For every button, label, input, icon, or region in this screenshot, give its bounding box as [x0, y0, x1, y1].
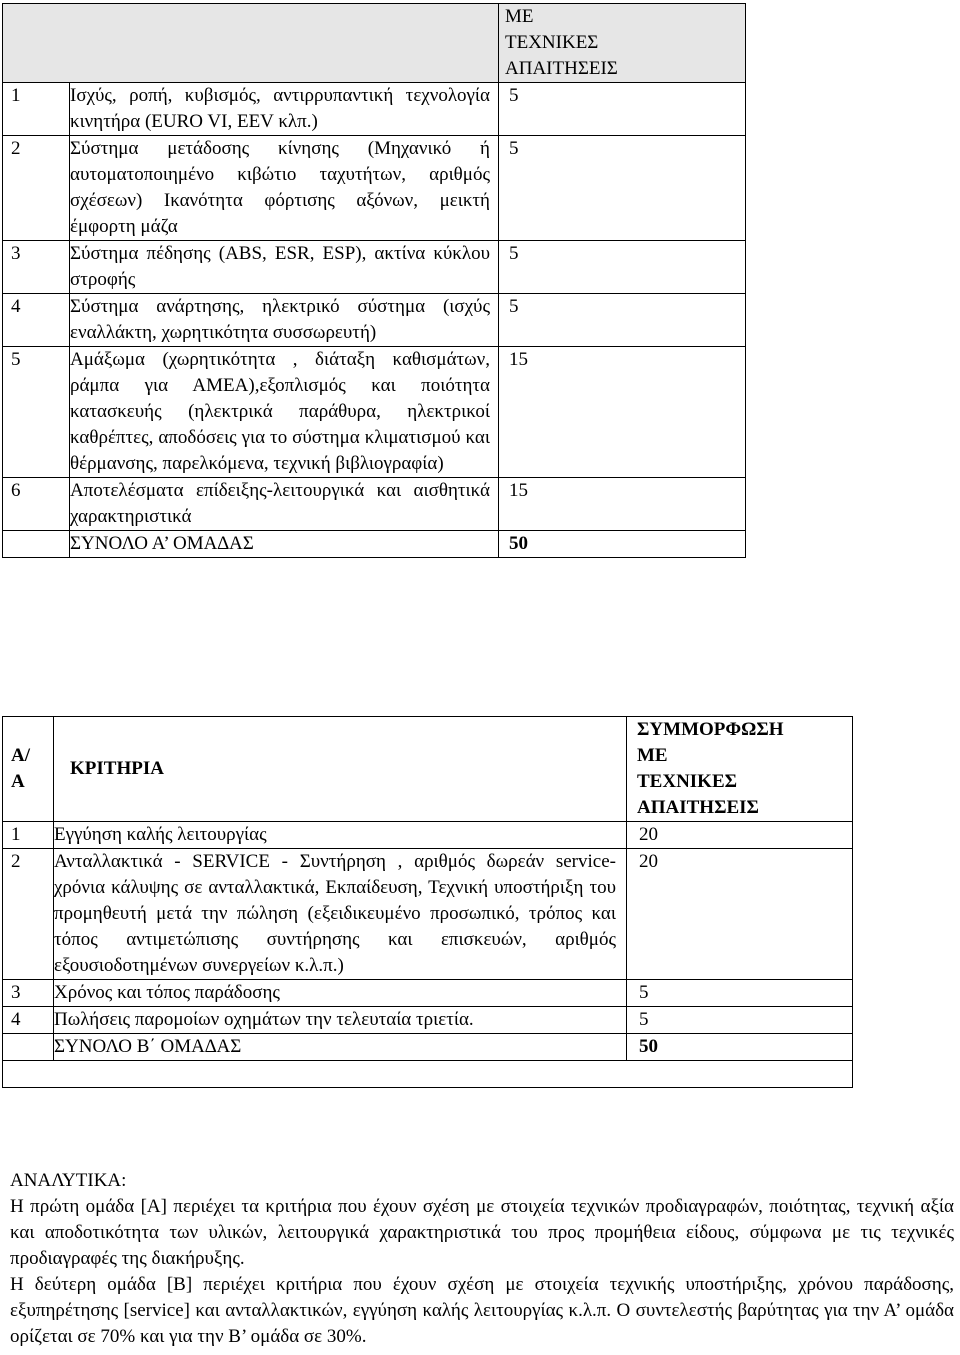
total-points: 50	[499, 531, 746, 558]
group-a-row	[3, 347, 746, 478]
group-b-row	[3, 822, 853, 849]
group-a-total-row	[3, 531, 746, 558]
group-b-row	[3, 849, 853, 980]
notes-heading: ΑΝΑΛΥΤΙΚΑ:	[10, 1170, 127, 1191]
group-b-total-row	[3, 1034, 853, 1061]
group-b-empty-row	[3, 1061, 853, 1088]
row-number: 4	[3, 294, 70, 347]
total-blank	[3, 1034, 54, 1061]
criterion-text: Αποτελέσματα επίδειξης-λειτουργικά και αισθητικά χαρακτηριστικά	[70, 478, 499, 531]
row-number: 3	[3, 980, 54, 1007]
criterion-text: Ισχύς, ροπή, κυβισμός, αντιρρυπαντική τεχνολογία κινητήρα (EURO VI, EEV κλπ.)	[70, 83, 499, 136]
criterion-text: Αμάξωμα (χωρητικότητα , διάταξη καθισμάτων, ράμπα για ΑΜΕΑ),εξοπλισμός και ποιότητα κατασκευής (ηλεκτρικά παράθυρα, ηλεκτρικοί καθρέπτες, αποδόσεις για το σύστημα κλιματισμού και θέρμανσης, παρελκόμενα, τεχνική βιβλιογραφία)	[70, 347, 499, 478]
row-number: 2	[3, 136, 70, 241]
row-number: 3	[3, 241, 70, 294]
empty-cell	[3, 1061, 853, 1088]
header-aa: Α/ Α	[3, 717, 54, 822]
total-label: ΣΥΝΟΛΟ Β΄ ΟΜΑ∆ΑΣ	[54, 1034, 627, 1061]
row-number: 4	[3, 1007, 54, 1034]
header-criteria: ΚΡΙΤΗΡΙΑ	[54, 717, 627, 822]
group-a-table	[2, 3, 746, 558]
row-number: 1	[3, 83, 70, 136]
row-number: 2	[3, 849, 54, 980]
criterion-text: Σύστημα πέδησης (ABS, ESR, ESP), ακτίνα κύκλου στροφής	[70, 241, 499, 294]
notes-section	[10, 1168, 954, 1350]
criterion-text: Σύστημα ανάρτησης, ηλεκτρικό σύστημα (ισχύς εναλλάκτη, χωρητικότητα συσσωρευτή)	[70, 294, 499, 347]
criterion-points: 5	[499, 136, 746, 241]
total-points: 50	[627, 1034, 853, 1061]
criterion-points: 15	[499, 347, 746, 478]
criterion-text: Εγγύηση καλής λειτουργίας	[54, 822, 627, 849]
total-blank	[3, 531, 70, 558]
criterion-points: 5	[627, 980, 853, 1007]
group-a-header-row	[3, 4, 746, 83]
group-b-table	[2, 716, 853, 1088]
group-b-header-row	[3, 717, 853, 822]
group-a-row	[3, 83, 746, 136]
criterion-text: Πωλήσεις παρομοίων οχημάτων την τελευταία τριετία.	[54, 1007, 627, 1034]
criterion-points: 20	[627, 849, 853, 980]
group-b-row	[3, 1007, 853, 1034]
group-a-header-blank	[3, 4, 499, 83]
criterion-points: 5	[499, 83, 746, 136]
group-a-row	[3, 241, 746, 294]
notes-paragraph-1: Η πρώτη ομάδα [Α] περιέχει τα κριτήρια που έχουν σχέση με στοιχεία τεχνικών προδιαγραφών, ποιότητας, τεχνική αξία και αποδοτικότητα των υλικών, λειτουργικά χαρακτηριστικά του προς προμήθεια είδους, σύμφωνα με τις τεχνικές προδιαγραφές της διακήρυξης.	[10, 1196, 954, 1269]
header-compliance: ΣΥΜΜΟΡΦΩΣΗ ΜΕ ΤΕΧΝΙΚΕΣ ΑΠΑΙΤΗΣΕΙΣ	[627, 717, 853, 822]
group-a-row	[3, 478, 746, 531]
criterion-text: Σύστημα μετάδοσης κίνησης (Μηχανικό ή αυτοματοποιημένο κιβώτιο ταχυτήτων, αριθμός σχέσεων) Ικανότητα φόρτισης αξόνων, μεικτή έμφορτη μάζα	[70, 136, 499, 241]
criterion-text: Χρόνος και τόπος παράδοσης	[54, 980, 627, 1007]
row-number: 1	[3, 822, 54, 849]
criterion-text: Ανταλλακτικά - SERVICE - Συντήρηση , αριθμός δωρεάν service- χρόνια κάλυψης σε ανταλλακτικά, Εκπαίδευση, Τεχνική υποστήριξη του προμηθευτή μετά την πώληση (εξειδικευμένο προσωπικό, τρόπος και τόπος αντιμετώπισης συντήρησης και επισκευών, αριθμός εξουσιοδοτημένων συνεργείων κ.λ.π.)	[54, 849, 627, 980]
group-a-header-points: ΜΕ ΤΕΧΝΙΚΕΣ ΑΠΑΙΤΗΣΕΙΣ	[499, 4, 746, 83]
row-number: 6	[3, 478, 70, 531]
criterion-points: 20	[627, 822, 853, 849]
criterion-points: 5	[499, 241, 746, 294]
group-a-row	[3, 294, 746, 347]
group-b-row	[3, 980, 853, 1007]
criterion-points: 5	[627, 1007, 853, 1034]
criterion-points: 15	[499, 478, 746, 531]
group-a-row	[3, 136, 746, 241]
total-label: ΣΥΝΟΛΟ Α’ ΟΜΑ∆ΑΣ	[70, 531, 499, 558]
notes-paragraph-2: Η δεύτερη ομάδα [Β] περιέχει κριτήρια που έχουν σχέση με στοιχεία τεχνικής υποστήριξης, χρόνου παράδοσης, εξυπηρέτησης [service] και ανταλλακτικών, εγγύηση καλής λειτουργίας κ.λ.π. Ο συντελεστής βαρύτητας για την Α’ ομάδα ορίζεται σε 70% και για την Β’ ομάδα σε 30%.	[10, 1274, 954, 1347]
row-number: 5	[3, 347, 70, 478]
criterion-points: 5	[499, 294, 746, 347]
